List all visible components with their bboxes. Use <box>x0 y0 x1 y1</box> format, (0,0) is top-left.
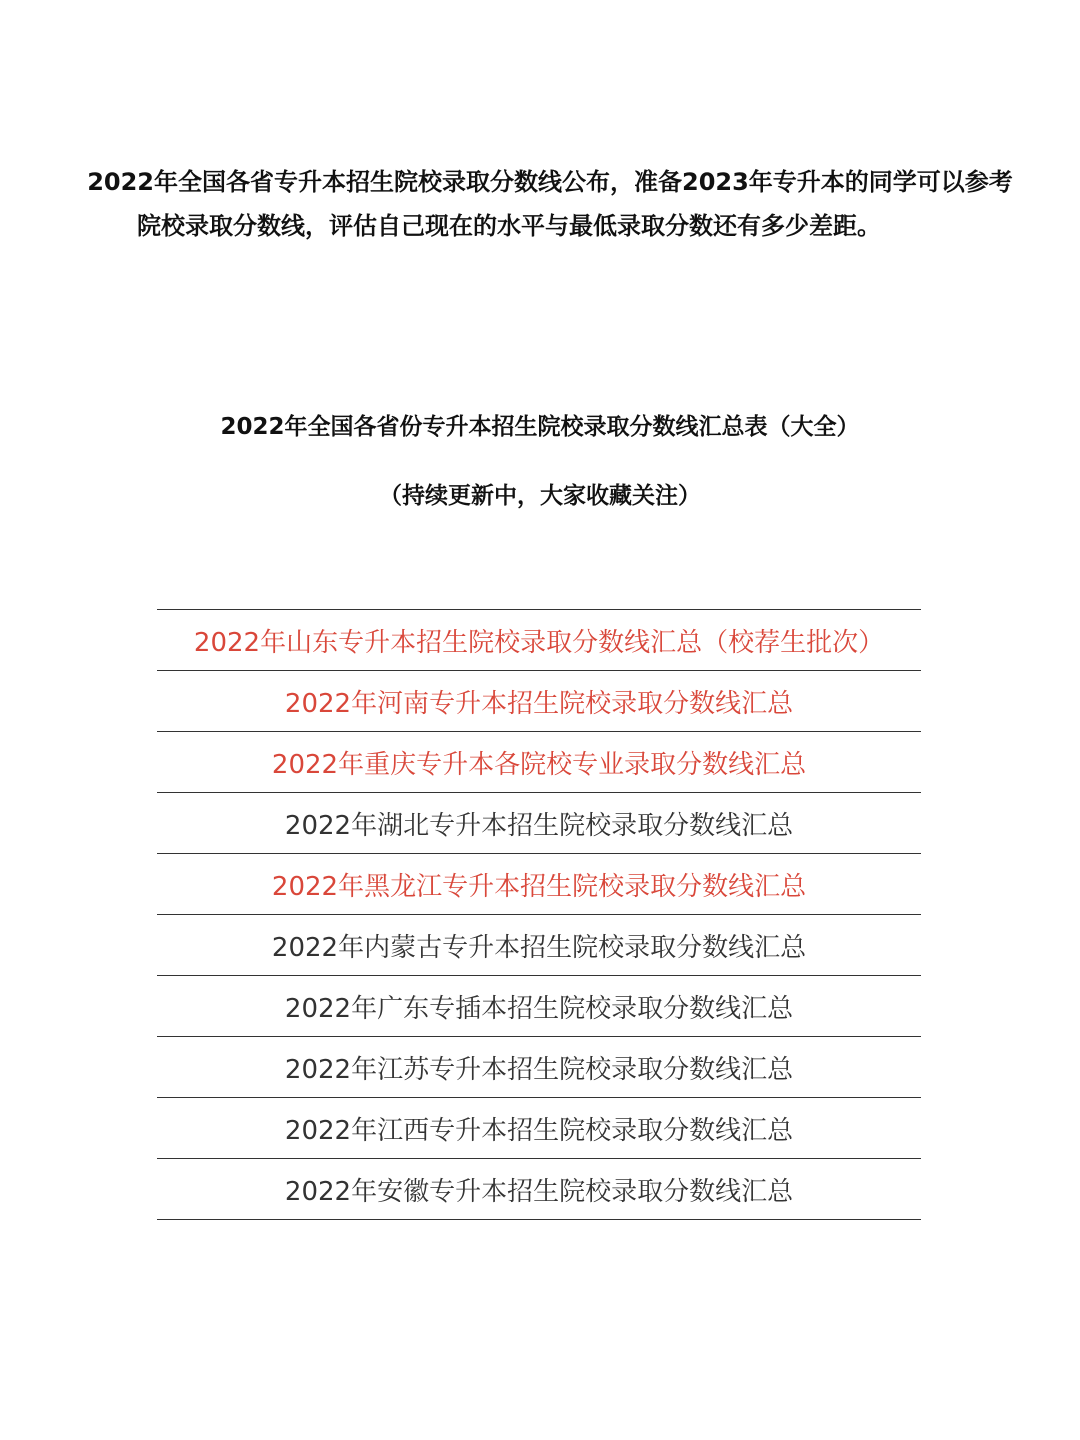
link-row-jiangxi[interactable]: 2022年江西专升本招生院校录取分数线汇总 <box>157 1098 921 1159</box>
link-row-guangdong[interactable]: 2022年广东专插本招生院校录取分数线汇总 <box>157 976 921 1037</box>
intro-paragraph <box>0 160 1080 248</box>
link-row-shandong[interactable]: 2022年山东专升本招生院校录取分数线汇总（校荐生批次） <box>157 610 921 671</box>
link-row-chongqing[interactable]: 2022年重庆专升本各院校专业录取分数线汇总 <box>157 732 921 793</box>
link-row-heilongjiang[interactable]: 2022年黑龙江专升本招生院校录取分数线汇总 <box>157 854 921 915</box>
link-row-anhui[interactable]: 2022年安徽专升本招生院校录取分数线汇总 <box>157 1159 921 1220</box>
link-row-henan[interactable]: 2022年河南专升本招生院校录取分数线汇总 <box>157 671 921 732</box>
link-row-neimenggu[interactable]: 2022年内蒙古专升本招生院校录取分数线汇总 <box>157 915 921 976</box>
page-subtitle: （持续更新中，大家收藏关注） <box>379 483 701 509</box>
score-link-list <box>157 609 921 1220</box>
intro-line-1: 2022年全国各省专升本招生院校录取分数线公布，准备2023年专升本的同学可以参考 <box>87 168 1013 196</box>
page-title: 2022年全国各省份专升本招生院校录取分数线汇总表（大全） <box>220 414 860 440</box>
intro-line-2: 院校录取分数线，评估自己现在的水平与最低录取分数还有多少差距。 <box>137 212 881 240</box>
link-row-hubei[interactable]: 2022年湖北专升本招生院校录取分数线汇总 <box>157 793 921 854</box>
link-row-jiangsu[interactable]: 2022年江苏专升本招生院校录取分数线汇总 <box>157 1037 921 1098</box>
